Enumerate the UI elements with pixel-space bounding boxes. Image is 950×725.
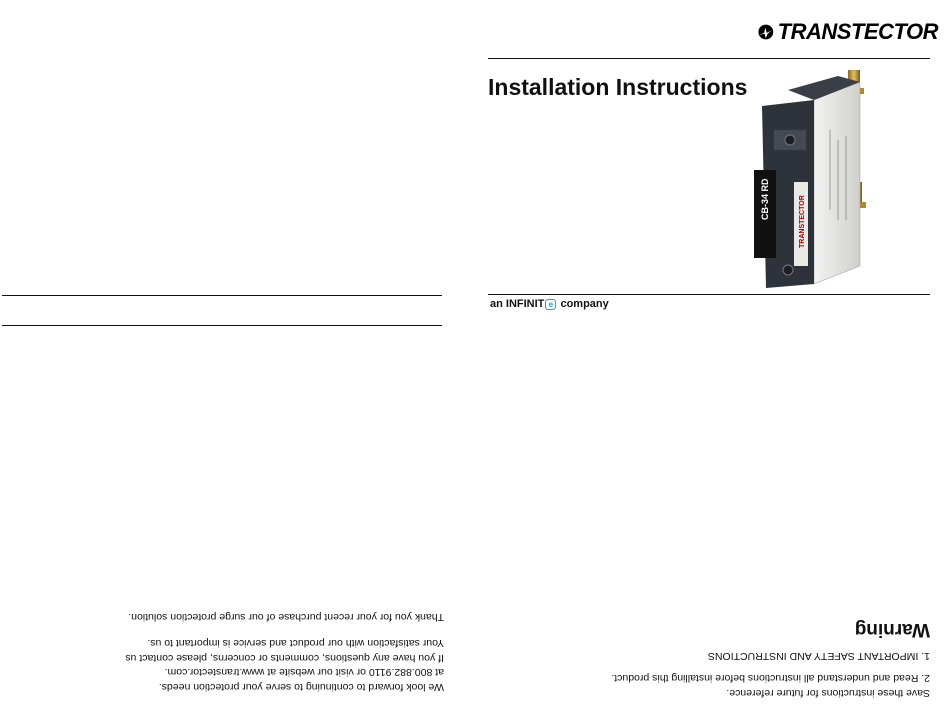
- transtector-logo: [758, 12, 938, 52]
- warning-item-2: 2. Read and understand all instructions before installing this product.: [611, 672, 930, 685]
- page-title: Installation Instructions: [488, 74, 748, 100]
- product-image: [748, 70, 872, 290]
- tagline-suffix: company: [557, 298, 609, 310]
- company-tagline: [490, 298, 609, 310]
- infinite-e-mark: e: [545, 299, 556, 310]
- warning-heading: Warning: [854, 619, 930, 641]
- thank-you-line: If you have any questions, comments or concerns, please contact us: [125, 652, 444, 664]
- warning-item-1: 1. IMPORTANT SAFETY AND INSTRUCTIONS: [707, 650, 930, 662]
- thank-you-line: at 800.882.9110 or visit our website at www.transtector.com.: [164, 666, 444, 679]
- thank-you-line: We look forward to continuing to serve your protection needs.: [158, 681, 444, 693]
- middle-right-rule: [488, 294, 930, 295]
- product-brand-label: TRANSTECTOR: [799, 195, 806, 248]
- thank-you-line: Thank you for your recent purchase of our surge protection solution.: [128, 611, 444, 623]
- transtector-logo-icon: [758, 14, 774, 50]
- warning-save-line: Save these instructions for future reference.: [726, 687, 930, 699]
- left-rule-1: [2, 295, 442, 296]
- logo-wordmark: TRANSTECTOR: [777, 19, 938, 44]
- thank-you-panel: [60, 594, 444, 694]
- warning-panel: [546, 595, 930, 700]
- thank-you-line: Your satisfaction with our product and service is important to us.: [147, 637, 444, 650]
- product-model-label: CB-34 RD: [760, 178, 770, 220]
- top-right-rule: [488, 58, 930, 59]
- tagline-prefix: an INFINIT: [490, 298, 545, 310]
- left-rule-2: [2, 325, 442, 326]
